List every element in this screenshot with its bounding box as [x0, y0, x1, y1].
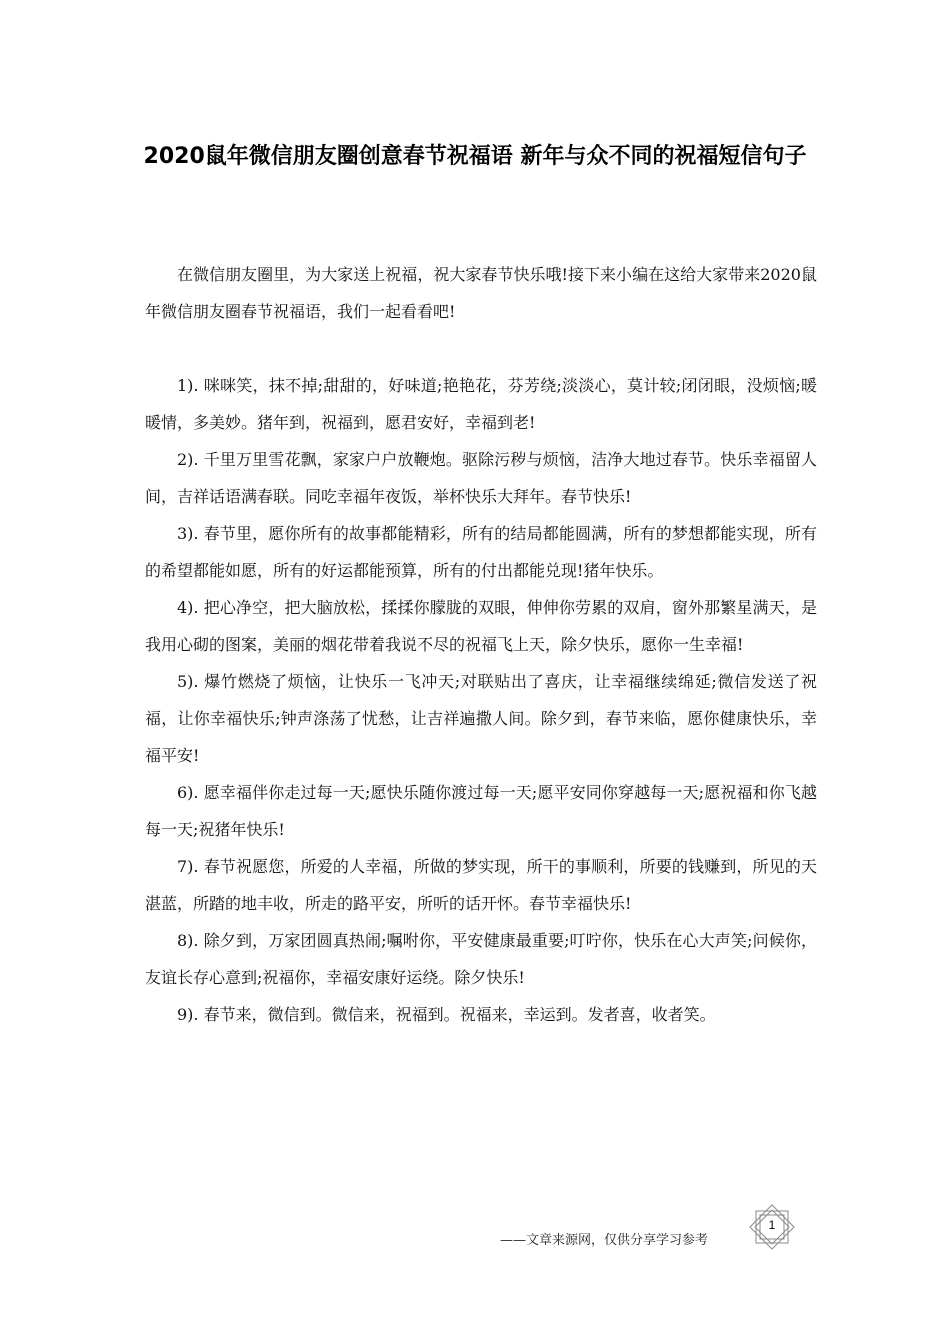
list-item: 2). 千里万里雪花飘，家家户户放鞭炮。驱除污秽与烦恼，洁净大地过春节。快乐幸福留人间，吉祥话语满春联。同吃幸福年夜饭，举杯快乐大拜年。春节快乐!: [145, 450, 817, 506]
intro-paragraph: 在微信朋友圈里，为大家送上祝福，祝大家春节快乐哦!接下来小编在这给大家带来2020鼠年微信朋友圈春节祝福语，我们一起看看吧!: [145, 265, 817, 321]
list-item: 3). 春节里，愿你所有的故事都能精彩，所有的结局都能圆满，所有的梦想都能实现，所有的希望都能如愿，所有的好运都能预算，所有的付出都能兑现!猪年快乐。: [145, 524, 817, 580]
list-item: 4). 把心净空，把大脑放松，揉揉你朦胧的双眼，伸伸你劳累的双肩，窗外那繁星满天，是我用心砌的图案，美丽的烟花带着我说不尽的祝福飞上天，除夕快乐，愿你一生幸福!: [145, 598, 817, 654]
list-item: 1). 咪咪笑，抹不掉;甜甜的，好味道;艳艳花，芬芳绕;淡淡心，莫计较;闭闭眼，没烦恼;暖暖情，多美妙。猪年到，祝福到，愿君安好，幸福到老!: [145, 376, 817, 432]
footer-source-note: ——文章来源网，仅供分享学习参考: [500, 1233, 709, 1248]
list-item: 8). 除夕到，万家团圆真热闹;嘱咐你，平安健康最重要;叮咛你，快乐在心大声笑;问候你，友谊长存心意到;祝福你，幸福安康好运绕。除夕快乐!: [145, 931, 817, 987]
list-item: 7). 春节祝愿您，所爱的人幸福，所做的梦实现，所干的事顺利，所要的钱赚到，所见的天湛蓝，所踏的地丰收，所走的路平安，所听的话开怀。春节幸福快乐!: [145, 857, 817, 913]
list-item: 6). 愿幸福伴你走过每一天;愿快乐随你渡过每一天;愿平安同你穿越每一天;愿祝福和你飞越每一天;祝猪年快乐!: [145, 783, 817, 839]
list-item: 9). 春节来，微信到。微信来，祝福到。祝福来，幸运到。发者喜，收者笑。: [177, 1005, 716, 1024]
list-item: 5). 爆竹燃烧了烦恼，让快乐一飞冲天;对联贴出了喜庆，让幸福继续绵延;微信发送了祝福，让你幸福快乐;钟声涤荡了忧愁，让吉祥遍撒人间。除夕到，春节来临，愿你健康快乐，幸福平安!: [145, 672, 817, 765]
page-number-badge: [747, 1202, 797, 1252]
document-title: 2020鼠年微信朋友圈创意春节祝福语 新年与众不同的祝福短信句子: [143, 144, 807, 169]
page-number: 1: [768, 1218, 776, 1232]
document-body: [145, 256, 817, 1033]
